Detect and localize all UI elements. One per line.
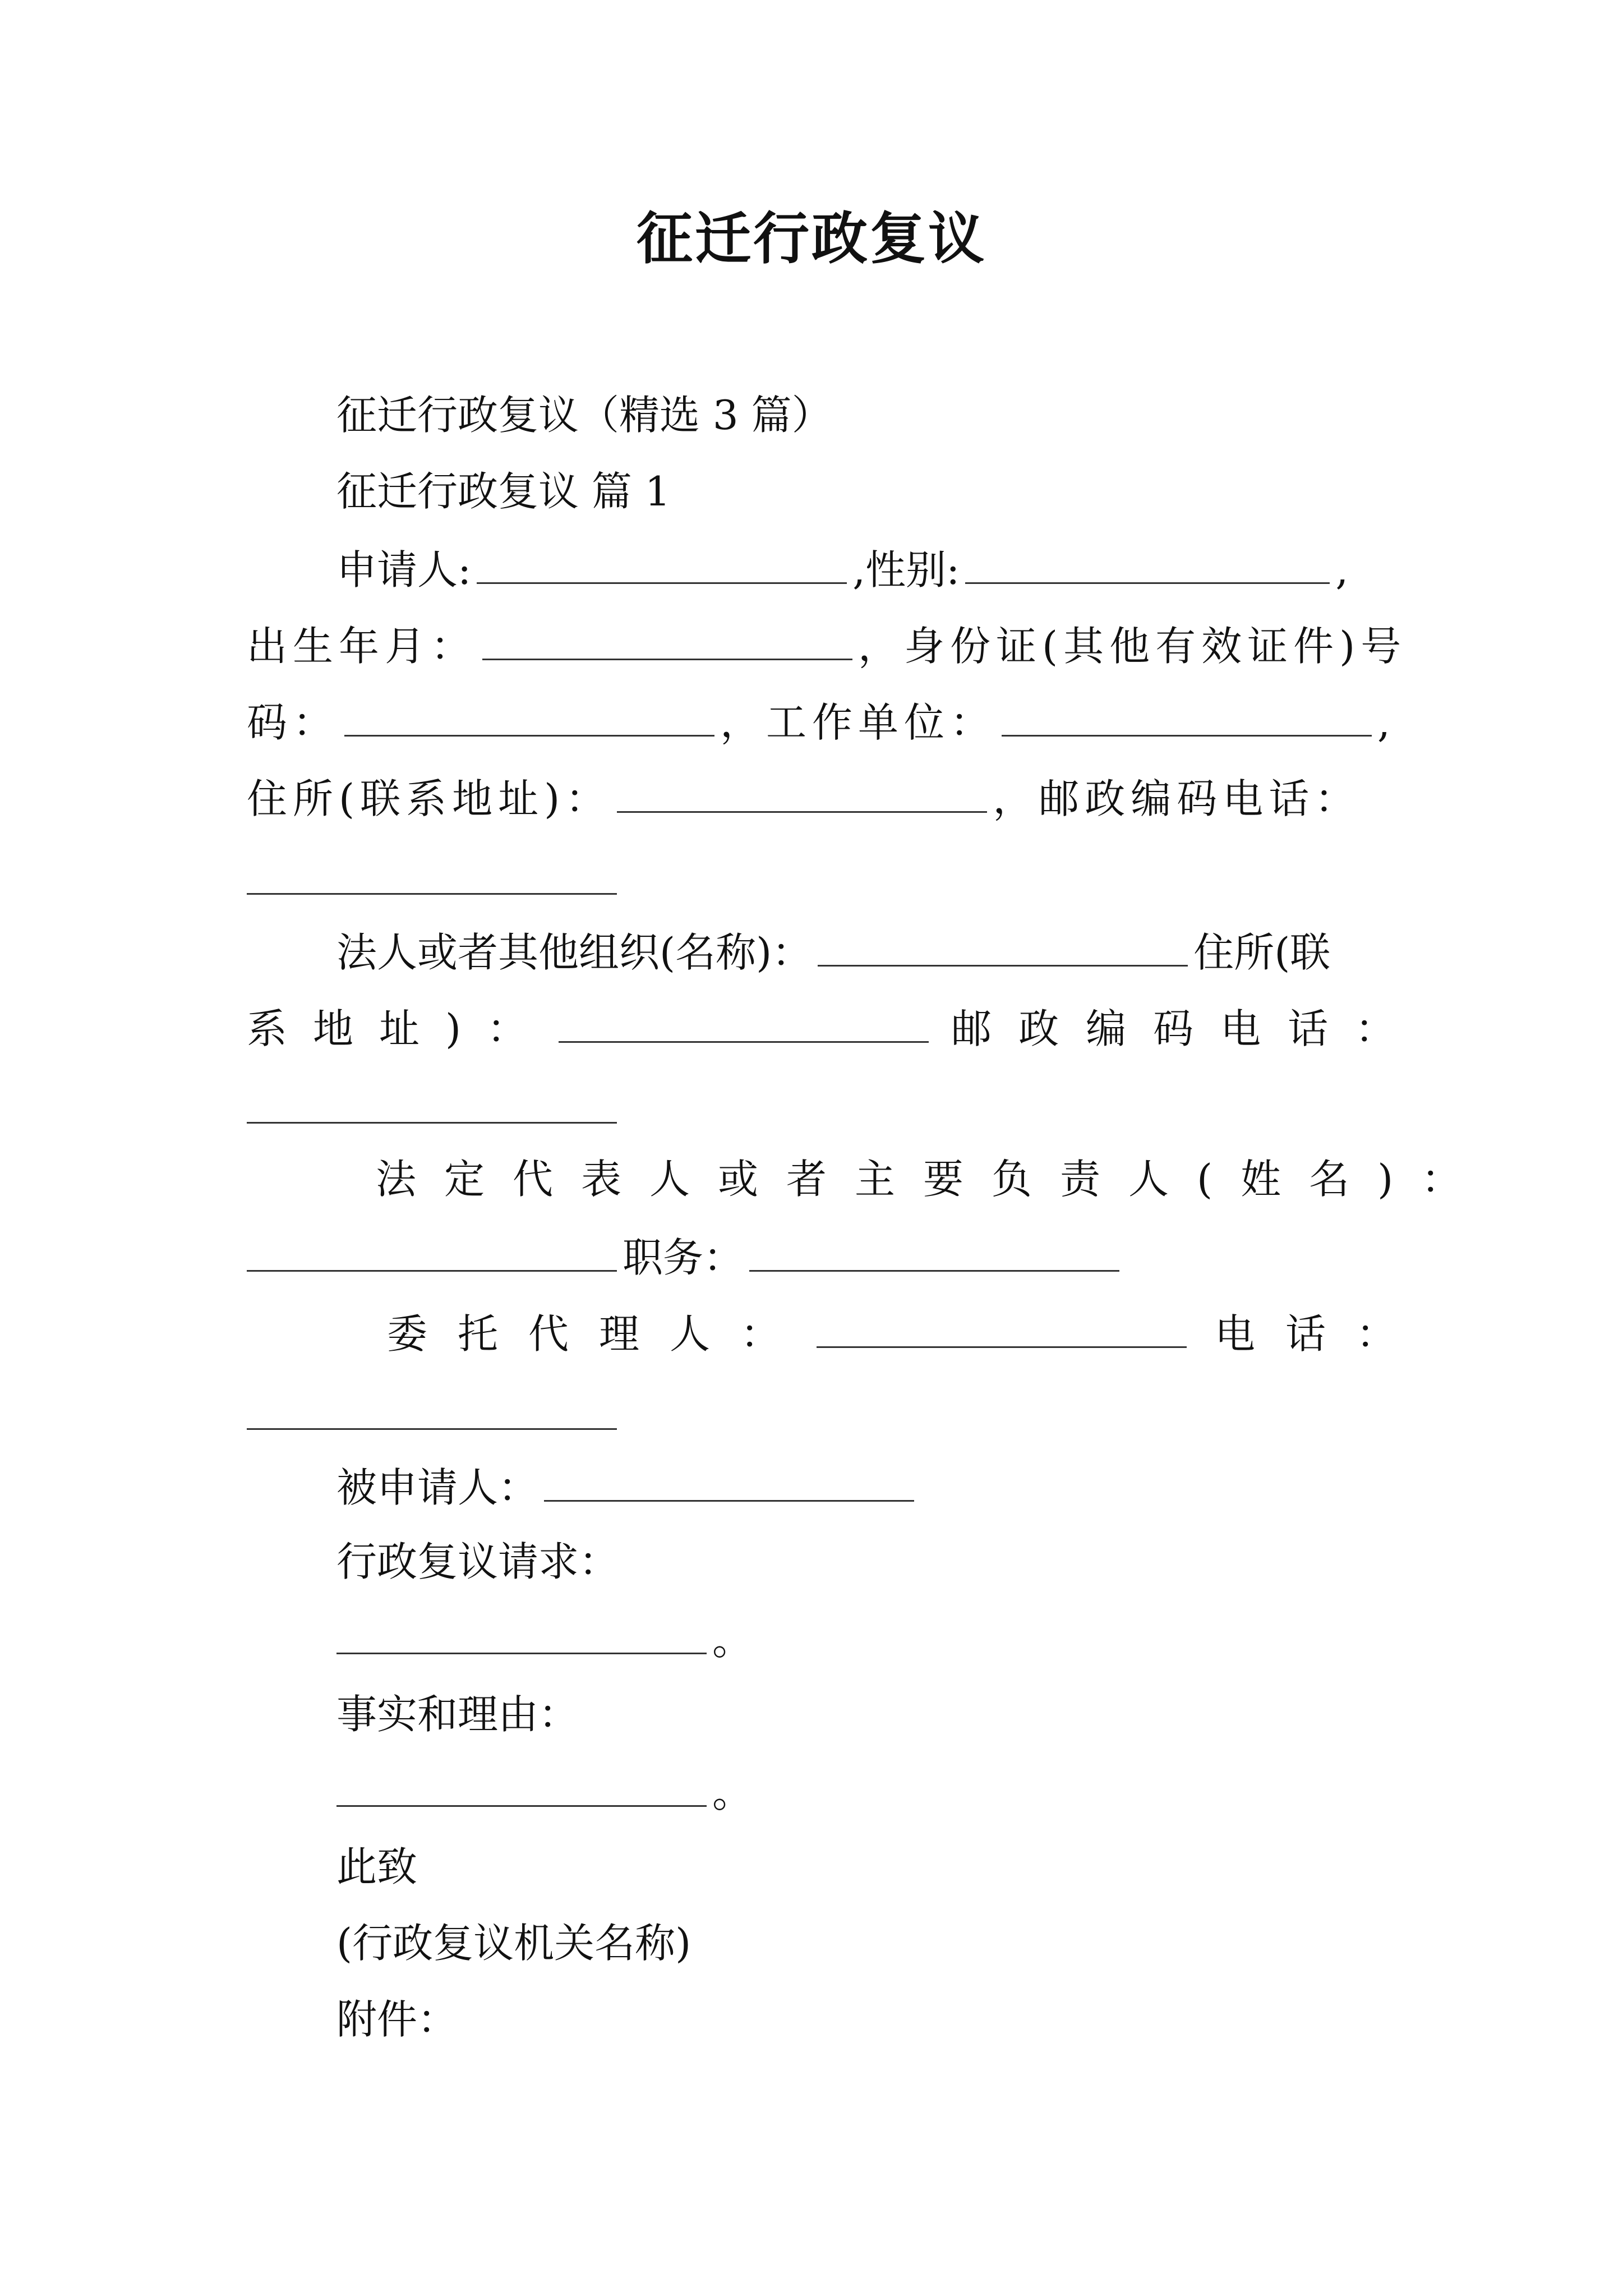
closing: 此致 <box>336 1843 418 1890</box>
comma: , <box>1377 699 1390 746</box>
birth-label: 出生年月： <box>247 623 477 670</box>
period: 。 <box>712 1769 753 1816</box>
gender-label: ,性别: <box>852 546 960 593</box>
attachment-label: 附件： <box>336 1996 458 2043</box>
facts-blank[interactable] <box>336 1763 707 1807</box>
rep-line-2 <box>247 1227 1385 1283</box>
agent-phone-label: 电话： <box>1215 1310 1427 1358</box>
request-label: 行政复议请求： <box>336 1538 620 1585</box>
authority-name: (行政复议机关名称) <box>336 1920 691 1967</box>
org-address-label: 住所(联 <box>1193 929 1331 976</box>
applicant-line-4 <box>247 769 1385 825</box>
postcode-phone-blank[interactable] <box>247 893 617 895</box>
position-label: 职务： <box>623 1234 744 1281</box>
org-address-label-cont: 系地址)： <box>247 1005 554 1052</box>
rep-name-blank[interactable] <box>247 1227 617 1272</box>
period: 。 <box>712 1617 753 1664</box>
agent-blank[interactable] <box>817 1304 1187 1348</box>
request-line <box>336 1610 1385 1666</box>
document-title: 征迁行政复议 <box>637 205 986 272</box>
applicant-line-1 <box>336 540 1385 596</box>
id-label-cont: 码： <box>247 699 339 746</box>
gender-blank[interactable] <box>965 540 1330 584</box>
org-postcode-phone-label: 邮政编码电话： <box>951 1005 1423 1052</box>
applicant-label: 申请人: <box>336 546 472 593</box>
respondent-line <box>336 1457 1385 1513</box>
section-heading: 征迁行政复议 篇 1 <box>336 468 671 515</box>
facts-label: 事实和理由： <box>336 1691 579 1738</box>
org-name-blank[interactable] <box>818 922 1188 967</box>
respondent-blank[interactable] <box>544 1457 914 1502</box>
address-blank[interactable] <box>617 769 987 813</box>
applicant-line-2 <box>247 616 1407 672</box>
rep-line-1: 法定代表人或者主要负责人(姓名)： <box>376 1156 1490 1203</box>
org-line-1 <box>336 922 1385 978</box>
org-line-2 <box>247 999 1423 1055</box>
employer-blank[interactable] <box>1002 692 1372 737</box>
applicant-name-blank[interactable] <box>477 540 847 584</box>
request-blank[interactable] <box>336 1610 707 1654</box>
agent-phone-blank[interactable] <box>247 1428 617 1430</box>
org-name-label: 法人或者其他组织(名称)： <box>336 929 813 976</box>
employer-label: ，工作单位： <box>720 699 997 746</box>
postcode-phone-label: ，邮政编码电话： <box>993 775 1361 822</box>
position-blank[interactable] <box>749 1227 1119 1272</box>
org-postcode-phone-blank[interactable] <box>247 1122 617 1124</box>
agent-line <box>387 1304 1427 1360</box>
birth-blank[interactable] <box>482 616 852 660</box>
id-label: ，身份证(其他有效证件)号 <box>858 623 1407 670</box>
subtitle: 征迁行政复议（精选 3 篇） <box>336 392 832 439</box>
id-blank[interactable] <box>344 692 714 737</box>
agent-label: 委托代理人： <box>387 1310 811 1358</box>
address-label: 住所(联系地址)： <box>247 775 612 822</box>
respondent-label: 被申请人： <box>336 1464 539 1511</box>
applicant-line-3 <box>247 692 1390 748</box>
org-address-blank[interactable] <box>559 999 929 1043</box>
comma: , <box>1335 546 1349 593</box>
facts-line <box>336 1763 1385 1819</box>
